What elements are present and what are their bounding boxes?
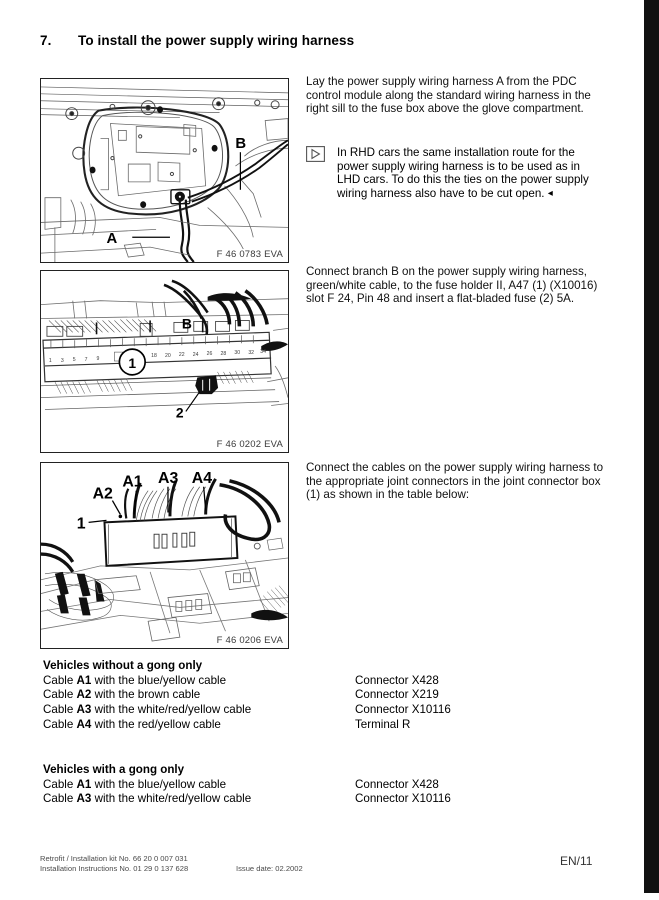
- cable-desc: with the blue/yellow cable: [91, 777, 227, 791]
- figure-1-label-a: A: [106, 231, 118, 248]
- cable-desc: with the brown cable: [91, 688, 201, 702]
- figure-3-callout-1: 1: [76, 515, 86, 533]
- figure-2: [40, 270, 289, 453]
- svg-text:5: 5: [72, 357, 76, 364]
- table-cell-cable: [43, 703, 251, 718]
- figure-1-illustration: [41, 79, 288, 262]
- instruction-paragraph-2-text: Connect branch B on the power supply wiring harness, green/white cable, to the fuse holder II, A47 (1) (X10016) slot F 24, Pin 48 and insert a flat-bladed fuse (2) 5A.: [306, 265, 598, 306]
- cable-id: A4: [76, 717, 92, 731]
- figure-2-label-b: B: [181, 315, 192, 332]
- figure-3-label-a4: A4: [191, 469, 213, 487]
- svg-text:26: 26: [206, 351, 213, 358]
- svg-text:9: 9: [96, 356, 100, 363]
- footer-page-ref: EN/11: [560, 854, 593, 868]
- footer-line-1: [40, 854, 605, 868]
- table-row: [43, 703, 603, 718]
- note-callout: [306, 146, 606, 200]
- footer-line-2: [40, 864, 605, 874]
- svg-text:7: 7: [84, 357, 88, 364]
- table-row: [43, 688, 603, 703]
- instruction-paragraph-3-text: Connect the cables on the power supply wiring harness to the appropriate joint connectors in the joint connector box (1) as shown in the table below:: [306, 461, 604, 502]
- cable-id: A1: [76, 673, 92, 687]
- table-row: [43, 718, 603, 733]
- figure-3: [40, 462, 289, 649]
- note-body: [337, 146, 606, 200]
- figure-2-callout-2: 2: [175, 404, 184, 421]
- figure-1-caption: F 46 0783 EVA: [216, 249, 283, 260]
- cable-id: A3: [76, 792, 92, 806]
- cable-desc: with the white/red/yellow cable: [91, 703, 252, 717]
- instruction-paragraph-3: [306, 461, 606, 502]
- cable-id: A1: [76, 777, 92, 791]
- cable-table-without-gong: [43, 659, 603, 732]
- cable-table-with-gong: [43, 763, 603, 807]
- table-cell-connector: Connector X10116: [355, 792, 451, 806]
- note-end-mark: ◂: [547, 187, 553, 199]
- footer-retrofit-kit: Retrofit / Installation kit No. 66 20 0 007 031: [40, 854, 188, 863]
- table-row: [43, 792, 603, 807]
- cable-id: A3: [76, 703, 92, 717]
- cable-prefix: Cable: [43, 777, 77, 791]
- page-footer: [40, 854, 605, 874]
- page-edge-bar: [644, 0, 659, 893]
- table-cell-cable: [43, 718, 221, 733]
- figure-3-label-a1: A1: [122, 473, 143, 491]
- table-cell-cable: [43, 792, 251, 807]
- instruction-paragraph-1-text: Lay the power supply wiring harness A from the PDC control module along the standard wiring harness in the right sill to the fuse box above the glove compartment.: [306, 75, 591, 116]
- table-cell-connector: Connector X219: [355, 688, 439, 702]
- cable-prefix: Cable: [43, 673, 77, 687]
- figure-1-label-b: B: [235, 136, 247, 153]
- table-cell-cable: [43, 674, 226, 689]
- note-triangle-icon: [306, 146, 325, 162]
- svg-text:34: 34: [260, 349, 266, 356]
- instruction-paragraph-2: [306, 265, 606, 306]
- table-cell-cable: [43, 778, 226, 793]
- table-row: [43, 674, 603, 689]
- cable-prefix: Cable: [43, 792, 77, 806]
- svg-text:22: 22: [178, 352, 185, 359]
- figure-3-caption: F 46 0206 EVA: [216, 635, 283, 646]
- svg-text:28: 28: [220, 351, 227, 358]
- table-cell-connector: Terminal R: [355, 717, 411, 731]
- table-row: [43, 778, 603, 793]
- figure-2-callout-1: 1: [128, 354, 137, 371]
- cable-table-with-gong-title: Vehicles with a gong only: [43, 763, 185, 776]
- cable-desc: with the red/yellow cable: [91, 717, 221, 731]
- svg-text:30: 30: [234, 350, 241, 357]
- section-number: 7.: [40, 33, 52, 48]
- table-cell-connector: Connector X428: [355, 777, 439, 791]
- figure-2-illustration: [41, 271, 288, 452]
- svg-text:3: 3: [60, 358, 64, 364]
- cable-table-without-gong-title: Vehicles without a gong only: [43, 659, 203, 672]
- figure-3-label-a2: A2: [92, 485, 113, 503]
- figure-1: [40, 78, 289, 263]
- cable-prefix: Cable: [43, 717, 77, 731]
- figure-2-caption: F 46 0202 EVA: [216, 439, 283, 450]
- cable-desc: with the white/red/yellow cable: [91, 792, 252, 806]
- cable-id: A2: [76, 688, 92, 702]
- cable-desc: with the blue/yellow cable: [91, 673, 227, 687]
- table-cell-connector: Connector X10116: [355, 703, 451, 717]
- footer-issue-date: Issue date: 02.2002: [236, 864, 303, 873]
- footer-instructions-no: Installation Instructions No. 01 29 0 137 628: [40, 864, 189, 873]
- section-heading-text: To install the power supply wiring harness: [78, 33, 355, 48]
- figure-3-illustration: [41, 463, 288, 648]
- figure-3-label-a3: A3: [158, 469, 179, 487]
- table-cell-cable: [43, 688, 200, 703]
- page-title: [40, 33, 600, 48]
- svg-text:24: 24: [192, 352, 199, 359]
- svg-text:20: 20: [164, 353, 171, 360]
- svg-text:1: 1: [48, 358, 52, 364]
- svg-text:32: 32: [248, 350, 255, 357]
- instruction-paragraph-1: [306, 75, 606, 116]
- table-cell-connector: Connector X428: [355, 673, 439, 687]
- svg-text:18: 18: [151, 353, 157, 360]
- cable-prefix: Cable: [43, 688, 77, 702]
- note-text: In RHD cars the same installation route for the power supply wiring harness is to be used as in LHD cars. To do this the ties on the power supply wiring harness also have to be cut open.: [337, 146, 589, 200]
- cable-prefix: Cable: [43, 703, 77, 717]
